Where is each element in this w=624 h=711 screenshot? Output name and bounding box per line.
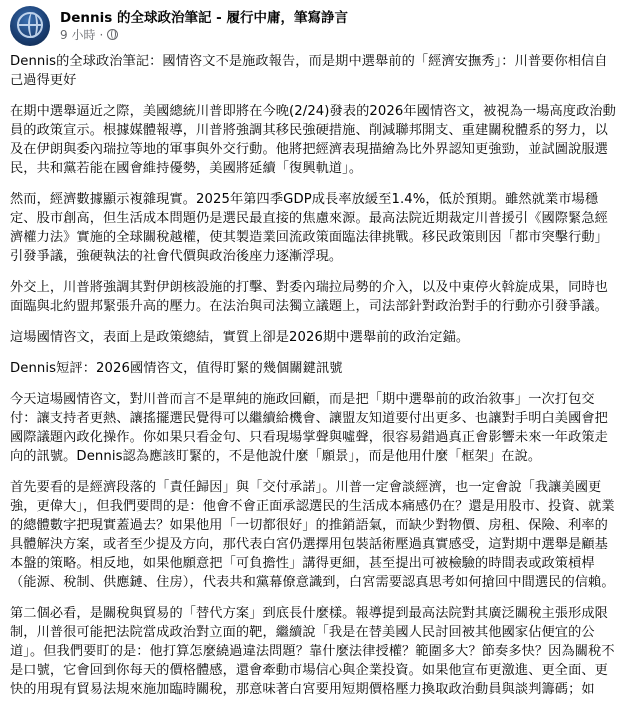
post-paragraph: 第二個必看，是關稅與貿易的「替代方案」到底長什麼樣。報導提到最高法院對其廣泛關稅主張形成限制，川普很可能把法院當成政治對立面的靶，繼續說「我是在替美國人民討回被其他國家佔便宜的公道」。但我們要盯的是：他打算怎麼繞過違法問題？靠什麼法律授權？範圍多大？節奏多快？因為關稅不是口號，它會回到你每天的價格體感，還會牽動市場信心與企業投資。如果他宣布更激進、更全面、更快的用現有貿易法規來施加臨時關稅，那意味著白宮要用短期價格壓力換取政治動員與談判籌碼；如 xyxy=(10,606,615,697)
avatar[interactable] xyxy=(10,6,50,46)
globe-icon[interactable] xyxy=(107,29,118,40)
post-paragraph: 今天這場國情咨文，對川普而言不是單純的施政回顧，而是把「期中選舉前的政治敘事」一次打包交付：讓支持者更熱、讓搖擺選民覺得可以繼續給機會、讓盟友知道要付出更多、也讓對手明白美國會把國際議題內政化操作。你如果只看金句、只看現場掌聲與噓聲，很容易錯過真正會影響未來一年政策走向的訊號。Dennis認為應該盯緊的，不是他說什麼「願景」，而是他用什麼「框架」在說。 xyxy=(10,392,608,464)
globe-logo-icon xyxy=(17,12,43,38)
post-paragraph-heading: Dennis短評：2026國情咨文，值得盯緊的幾個關鍵訊號 xyxy=(10,361,343,376)
post-paragraph: 在期中選舉逼近之際，美國總統川普即將在今晚(2/24)發表的2026年國情咨文，被視為一場高度政治動員的政策宣示。根據媒體報導，川普將強調其移民強硬措施、削減聯邦開支、重建關稅體系的努力，以及在伊朗與委內瑞拉等地的軍事與外交行動。他將把經濟表現描繪為比外界認知更強勁，並試圖說服選民，共和黨若能在國會維持優勢，美國將延續「復興軌道」。 xyxy=(10,104,616,176)
post-paragraph-title: Dennis的全球政治筆記：國情咨文不是施政報告，而是期中選舉前的「經濟安撫秀」：川普要你相信自己過得更好 xyxy=(10,54,608,88)
post-paragraph: 然而，經濟數據顯示複雜現實。2025年第四季GDP成長率放緩至1.4%，低於預期。雖然就業市場穩定、股市創高，但生活成本問題仍是選民最直接的焦慮來源。最高法院近期裁定川普援引《國際緊急經濟權力法》實施的全球關稅越權，使其製造業回流政策面臨法律挑戰。移民政策則因「都市突擊行動」引發爭議，強硬執法的社會代價與政治後座力逐漸浮現。 xyxy=(10,192,608,264)
post-paragraph: 外交上，川普將強調其對伊朗核設施的打擊、對委內瑞拉局勢的介入，以及中東停火斡旋成果，同時也面臨與北約盟邦緊張升高的壓力。在法治與司法獨立議題上，司法部針對政治對手的行動亦引發爭議。 xyxy=(10,280,608,314)
post-meta xyxy=(60,26,118,43)
post-body xyxy=(10,52,616,711)
post-paragraph: 這場國情咨文，表面上是政策總結，實質上卻是2026期中選舉前的政治定錨。 xyxy=(10,330,470,345)
meta-separator: · xyxy=(99,27,104,42)
post-time[interactable]: 9 小時 xyxy=(60,28,96,42)
post-header xyxy=(10,4,614,48)
author-name[interactable]: Dennis 的全球政治筆記 - 履行中庸，筆寫諍言 xyxy=(60,10,348,26)
post-paragraph: 首先要看的是經濟段落的「責任歸因」與「交付承諾」。川普一定會談經濟，也一定會說「我讓美國更強，更偉大」，但我們要問的是：他會不會正面承認選民的生活成本痛感仍在？還是用股市、投資、就業的總體數字把現實蓋過去？如果他用「一切都很好」的推銷語氣，而缺少對物價、房租、保險、利率的具體解決方案，或者至少提及方向，那代表白宮仍選擇用包裝話術壓過真實感受，這對期中選舉是顧基本盤的策略。相反地，如果他願意把「可負擔性」講得更細，甚至提出可被檢驗的時間表或政策槓桿（能源、稅制、供應鏈、住房），代表共和黨幕僚意識到，白宮需要認真思考如何搶回中間選民的信賴。 xyxy=(10,480,615,590)
